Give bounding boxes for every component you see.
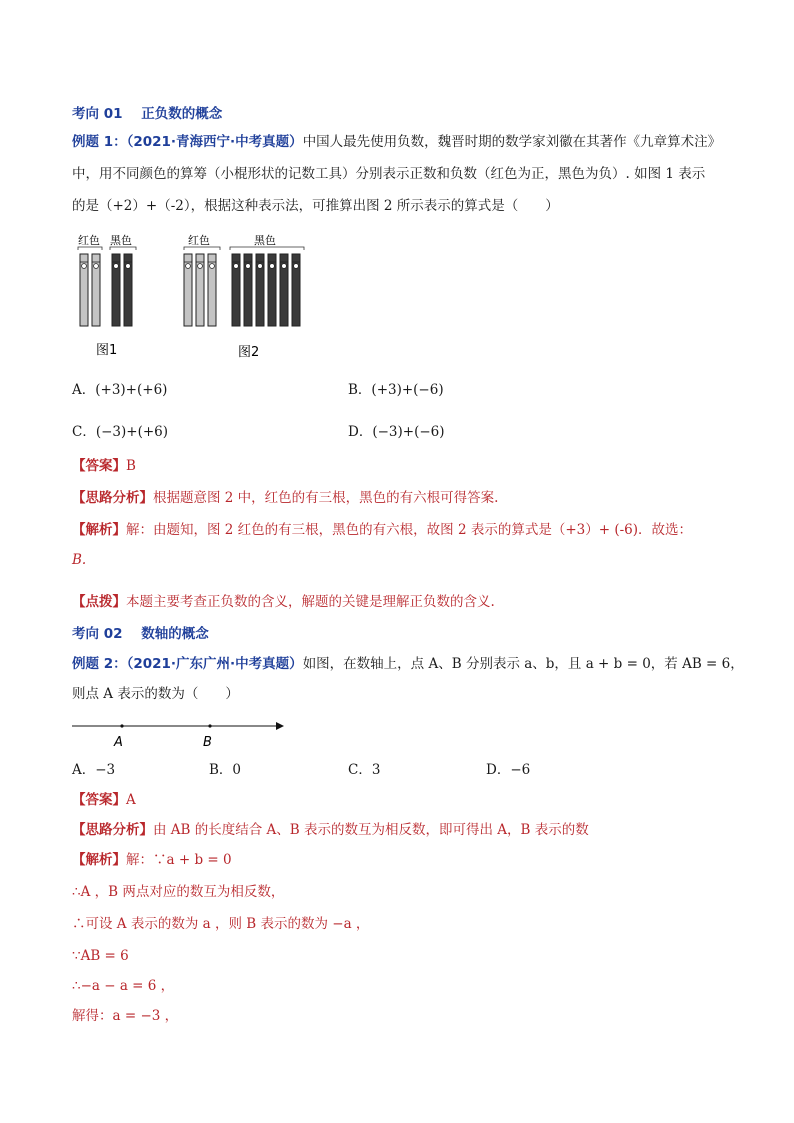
fig2-rods [184,254,300,326]
ex1-line3: 的是（+2）+（-2），根据这种表示法，可推算出图 2 所示表示的算式是（ ） [72,198,559,214]
ex2-step-4: ∴−a − a = 6 ， [72,978,175,994]
section-heading-1 [72,102,222,122]
black-rod-knob [282,264,287,269]
red-rod-knob [210,264,215,269]
ex2-analysis: 【思路分析】由 AB 的长度结合 A、B 表示的数互为相反数，即可得出 A，B 表示的数 [72,822,589,838]
point-b-label: B [203,735,212,750]
option-b[interactable]: B．(+3)+(−6) [348,382,444,398]
axis-arrow-icon [276,722,284,730]
fig2-caption: 图2 [238,345,260,360]
section-number: 考向 01 [72,106,123,122]
ex2-solution: 【解析】解：∵a + b = 0 [72,852,232,868]
question-text: 中国人最先使用负数，魏晋时期的数学家刘徽在其著作《九章算术注》 [302,134,722,150]
red-rod-knob [82,264,87,269]
option-c[interactable]: C．3 [348,762,381,778]
section-title: 数轴的概念 [141,626,209,642]
example-label: 例题 1： [72,134,127,150]
ex2-answer: 【答案】A [72,792,136,808]
ex1-solution-cont: B. [72,552,87,568]
example-source: （2021·广东广州·中考真题） [126,656,303,672]
ex2-step-1: ∴A ，B 两点对应的数互为相反数， [72,884,285,900]
red-rod-knob [186,264,191,269]
black-rod-knob [270,264,275,269]
fig1-rods [80,254,132,326]
fig1-black-label: 黑色 [110,234,132,247]
ex1-solution: 【解析】解：由题知，图 2 红色的有三根，黑色的有六根，故图 2 表示的算式是（+3）+ (-6)．故选： [72,522,693,538]
fig1-braces [78,247,136,250]
section-title: 正负数的概念 [141,106,223,122]
fig1-caption: 图1 [96,343,118,358]
ex1-analysis: 【思路分析】根据题意图 2 中，红色的有三根，黑色的有六根可得答案. [72,490,499,506]
red-rod-knob [198,264,203,269]
section-number: 考向 02 [72,626,123,642]
ex2-line1 [72,654,744,674]
ex1-tip: 【点拨】本题主要考查正负数的含义，解题的关键是理解正负数的含义. [72,594,495,610]
option-d[interactable]: D．−6 [486,762,531,778]
fig2-braces [184,247,304,250]
option-c[interactable]: C．(−3)+(+6) [72,424,169,440]
option-a[interactable]: A．−3 [72,762,116,778]
option-a[interactable]: A．(+3)+(+6) [72,382,168,398]
ex2-line2: 则点 A 表示的数为（ ） [72,686,239,702]
number-line [70,714,290,754]
ex2-step-2: ∴可设 A 表示的数为 a ，则 B 表示的数为 −a ， [72,916,370,932]
fig1-red-label: 红色 [78,234,100,247]
counting-rods-figure [70,228,320,364]
ex1-line2: 中，用不同颜色的算筹（小棍形状的记数工具）分别表示正数和负数（红色为正，黑色为负）. 如图 1 表示 [72,166,706,182]
ex2-step-5: 解得：a = −3 ， [72,1008,179,1024]
black-rod-knob [258,264,263,269]
point-a-dot [120,724,123,727]
point-a-label: A [114,735,123,750]
fig2-red-label: 红色 [188,234,210,247]
black-rod-knob [114,264,119,269]
black-rod-knob [234,264,239,269]
red-rod-knob [94,264,99,269]
ex1-answer: 【答案】B [72,458,136,474]
point-b-dot [208,724,211,727]
option-d[interactable]: D．(−3)+(−6) [348,424,445,440]
question-text: 如图，在数轴上，点 A、B 分别表示 a、b，且 a + b = 0，若 AB = 6， [302,656,744,672]
black-rod-knob [294,264,299,269]
black-rod-knob [246,264,251,269]
fig2-black-label: 黑色 [254,234,276,247]
black-rod-knob [126,264,131,269]
section-heading-2 [72,622,209,642]
example-source: （2021·青海西宁·中考真题） [126,134,303,150]
example-label: 例题 2： [72,656,127,672]
ex1-line1 [72,132,721,152]
ex2-step-3: ∵AB = 6 [72,948,129,964]
option-b[interactable]: B．0 [209,762,242,778]
